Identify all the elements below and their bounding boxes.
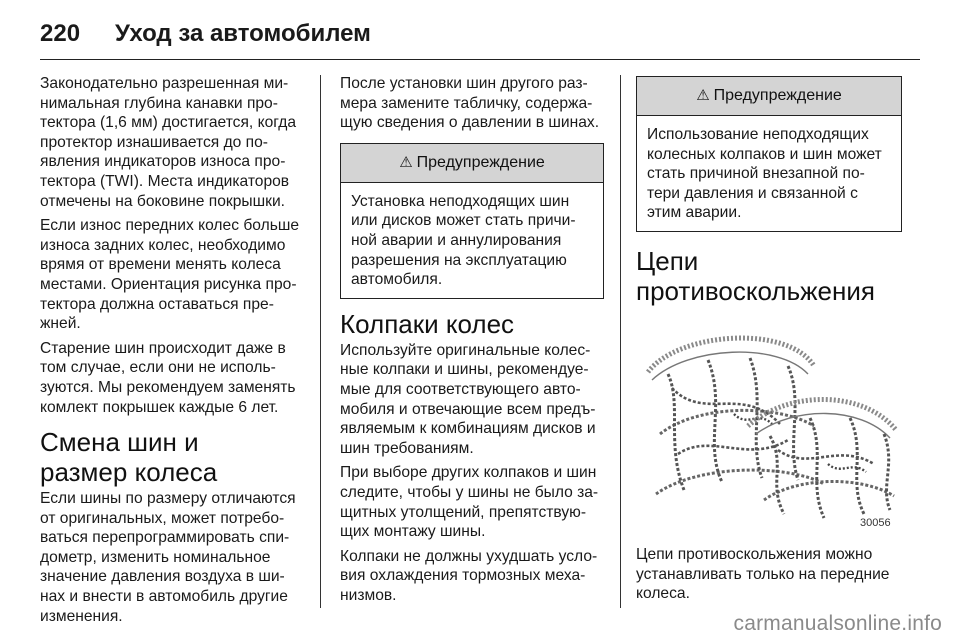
column-1 bbox=[40, 74, 306, 631]
column-2 bbox=[340, 74, 604, 610]
snow-chains-illustration bbox=[638, 314, 900, 532]
paragraph-tire-size: Если шины по размеру отличаются от оригинальных, может потребо-ваться перепрограммировать спи-дометр, изменить номинальное значение давления воздуха в ши-нах и внести в автомобиль другие изменения. bbox=[40, 490, 296, 625]
figure-number: 30056 bbox=[860, 516, 891, 529]
paragraph-tread-depth: Законодательно разрешенная ми-нимальная глубина канавки про-тектора (1,6 мм) достигается, когда протектор изнашивается до по-явления индикаторов износа про-тектора (TWI). Места индикаторов отмечены на боковине покрышки. bbox=[40, 75, 297, 210]
heading-tire-change: Смена шин и размер колеса bbox=[40, 427, 218, 488]
column-divider bbox=[620, 75, 621, 608]
page-number: 220 bbox=[40, 20, 81, 47]
page-header bbox=[40, 8, 920, 58]
paragraph-brake-cooling: Колпаки не должны ухудшать усло-вия охлаждения тормозных меха-низмов. bbox=[340, 547, 598, 604]
paragraph-original-covers: Используйте оригинальные колес-ные колпаки и шины, рекомендуе-мые для соответствующего авто-мобиля и отвечающие всем предъ-являемым к комбинациям дисков и шин требованиям. bbox=[340, 341, 596, 457]
column-3 bbox=[636, 74, 902, 609]
warning-header bbox=[341, 144, 603, 183]
warning-title: Предупреждение bbox=[713, 87, 842, 104]
chain-right bbox=[748, 399, 896, 518]
warning-text: Использование неподходящих колесных колпаков и шин может стать причиной внезапной по-тери давления и связанной с этим аварии. bbox=[647, 126, 882, 222]
warning-triangle-icon: ⚠ bbox=[399, 153, 413, 171]
paragraph-other-covers: При выборе других колпаков и шин следите, чтобы у шины не было за-щитных утолщений, препятствую-щих монтажу шины. bbox=[340, 464, 599, 541]
header-rule bbox=[40, 59, 920, 60]
warning-triangle-icon: ⚠ bbox=[696, 87, 710, 104]
paragraph-tire-rotation: Если износ передних колес больше износа задних колес, необходимо врямя от времени менять колеса местами. Ориентация рисунка про-тектора должна оставаться пре-жней. bbox=[40, 217, 300, 333]
warning-text: Установка неподходящих шин или дисков может стать причи-ной аварии и аннулирования разрешения на эксплуатацию автомобиля. bbox=[351, 192, 576, 289]
heading-wheel-covers: Колпаки колес bbox=[340, 308, 515, 339]
warning-box-tires bbox=[340, 143, 604, 299]
watermark: carmanualsonline.info bbox=[733, 612, 942, 635]
paragraph-replace-label: После установки шин другого раз-мера замените табличку, содержа-щую сведения о давлении в шинах. bbox=[340, 75, 600, 132]
warning-title: Предупреждение bbox=[416, 153, 545, 171]
paragraph-tire-aging: Старение шин происходит даже в том случае, если они не исполь-зуются. Мы рекомендуем заменять комлект покрышек каждые 6 лет. bbox=[40, 339, 296, 416]
heading-snow-chains: Цепи противоскольжения bbox=[636, 245, 875, 306]
figure-caption: Цепи противоскольжения можно устанавливать только на передние колеса. bbox=[636, 545, 890, 603]
warning-box-covers bbox=[636, 76, 902, 232]
page-title: Уход за автомобилем bbox=[115, 20, 371, 47]
column-divider bbox=[320, 75, 321, 608]
warning-header bbox=[637, 77, 901, 116]
